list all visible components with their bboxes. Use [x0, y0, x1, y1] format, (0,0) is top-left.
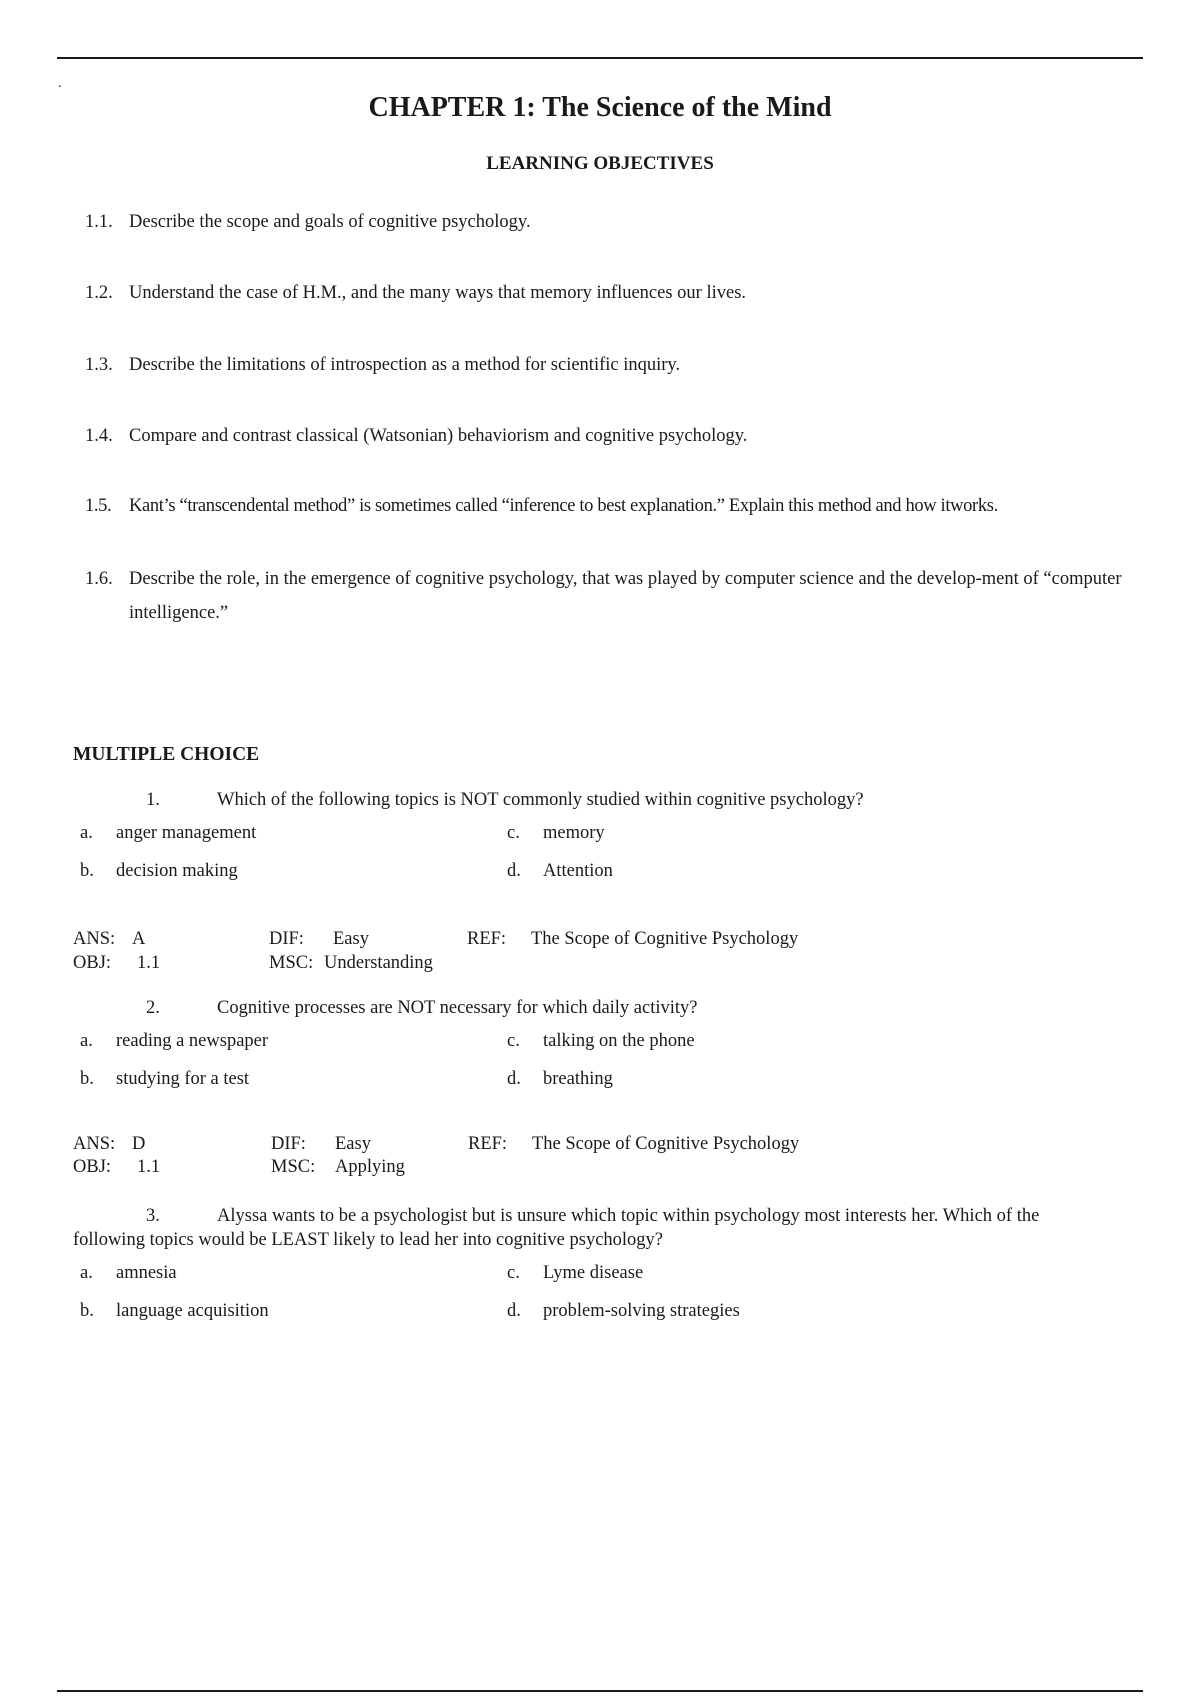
ans-label: ANS: — [73, 1134, 116, 1154]
chapter-title: CHAPTER 1: The Science of the Mind — [368, 92, 832, 123]
dif-label: DIF: — [271, 1134, 306, 1154]
obj-label: OBJ: — [73, 1157, 112, 1177]
objective-text: Understand the case of H.M., and the many ways that memory influences our lives. — [129, 283, 747, 303]
objective-text: Describe the scope and goals of cognitive psychology. — [129, 212, 531, 232]
option-text: Lyme disease — [543, 1263, 644, 1283]
ans-label: ANS: — [73, 929, 116, 949]
option-letter: d. — [507, 861, 521, 881]
option-text: memory — [543, 823, 605, 843]
objective-item — [85, 348, 1125, 382]
option-letter: c. — [507, 1031, 520, 1051]
question-number: 2. — [146, 998, 160, 1018]
option-text: studying for a test — [116, 1069, 250, 1089]
dif-label: DIF: — [269, 929, 304, 949]
option-text: talking on the phone — [543, 1031, 695, 1051]
msc-label: MSC: — [269, 953, 314, 973]
ans-value: D — [132, 1134, 146, 1154]
objective-item — [85, 419, 1125, 453]
dif-value: Easy — [333, 929, 369, 949]
question-number: 3. — [146, 1206, 160, 1226]
option-letter: b. — [80, 1069, 94, 1089]
option-letter: d. — [507, 1301, 521, 1321]
objective-item — [85, 562, 1125, 630]
option-letter: c. — [507, 823, 520, 843]
option-letter: a. — [80, 1263, 93, 1283]
option-letter: a. — [80, 823, 93, 843]
option-text: problem-solving strategies — [543, 1301, 740, 1321]
obj-label: OBJ: — [73, 953, 112, 973]
ans-value: A — [132, 929, 146, 949]
ref-value: The Scope of Cognitive Psychology — [531, 929, 799, 949]
objective-number: 1.2. — [85, 283, 113, 303]
question-text: Which of the following topics is NOT commonly studied within cognitive psychology? — [217, 790, 864, 810]
objective-number: 1.4. — [85, 426, 113, 446]
objective-item — [85, 489, 1125, 523]
question-text: Cognitive processes are NOT necessary for which daily activity? — [217, 998, 698, 1018]
option-text: amnesia — [116, 1263, 177, 1283]
msc-value: Applying — [335, 1157, 405, 1177]
question-number: 1. — [146, 790, 160, 810]
ref-value: The Scope of Cognitive Psychology — [532, 1134, 800, 1154]
option-text: breathing — [543, 1069, 613, 1089]
option-text: anger management — [116, 823, 257, 843]
option-letter: b. — [80, 1301, 94, 1321]
objective-text: Kant’s “transcendental method” is sometimes called “inference to best explanation.” Explain this method and how itworks. — [129, 496, 998, 516]
option-letter: d. — [507, 1069, 521, 1089]
objective-text: Describe the role, in the emergence of cognitive psychology, that was played by computer science and the develop-ment of “computer intelligence.” — [129, 569, 1122, 623]
option-letter: a. — [80, 1031, 93, 1051]
objective-item — [85, 276, 1125, 310]
option-text: Attention — [543, 861, 613, 881]
option-letter: b. — [80, 861, 94, 881]
question-text-line-2: following topics would be LEAST likely to lead her into cognitive psychology? — [73, 1230, 664, 1250]
objective-text: Describe the limitations of introspection as a method for scientific inquiry. — [129, 355, 681, 375]
option-text: decision making — [116, 861, 238, 881]
msc-label: MSC: — [271, 1157, 316, 1177]
option-text: reading a newspaper — [116, 1031, 269, 1051]
option-letter: c. — [507, 1263, 520, 1283]
msc-value: Understanding — [324, 953, 433, 973]
learning-objectives-heading: LEARNING OBJECTIVES — [486, 153, 714, 174]
objective-number: 1.5. — [85, 496, 112, 516]
stray-mark: . — [58, 76, 62, 91]
obj-value: 1.1 — [137, 953, 161, 973]
objective-text: Compare and contrast classical (Watsonian) behaviorism and cognitive psychology. — [129, 426, 748, 446]
objective-number: 1.1. — [85, 212, 113, 232]
option-text: language acquisition — [116, 1301, 269, 1321]
objective-number: 1.3. — [85, 355, 113, 375]
bottom-rule — [57, 1690, 1143, 1692]
ref-label: REF: — [468, 1134, 508, 1154]
ref-label: REF: — [467, 929, 507, 949]
multiple-choice-heading: MULTIPLE CHOICE — [73, 744, 260, 765]
dif-value: Easy — [335, 1134, 371, 1154]
question-text-line-1: Alyssa wants to be a psychologist but is unsure which topic within psychology most interests her. Which of the — [217, 1206, 1040, 1226]
objective-item — [85, 205, 1125, 239]
obj-value: 1.1 — [137, 1157, 161, 1177]
top-rule — [57, 57, 1143, 59]
objective-number: 1.6. — [85, 569, 113, 589]
